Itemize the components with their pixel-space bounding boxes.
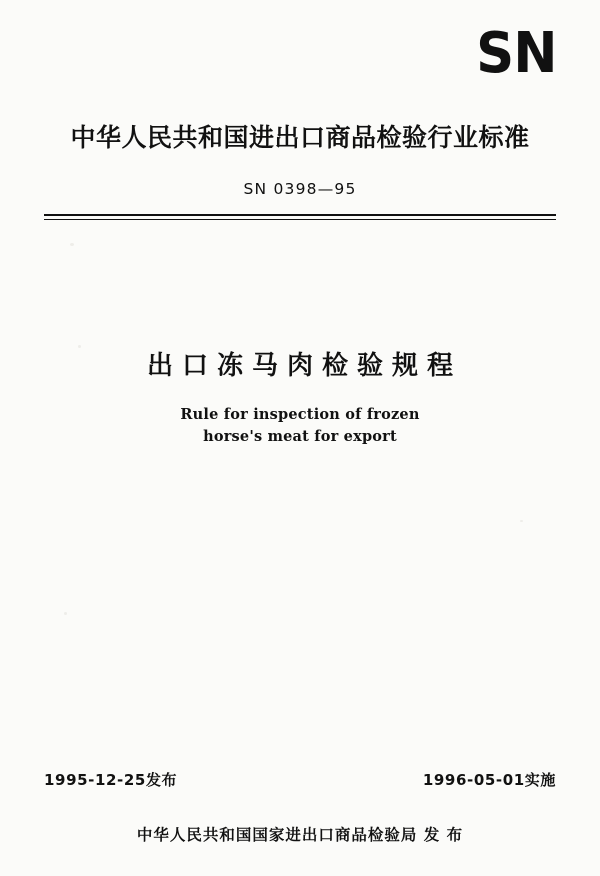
dates-row bbox=[44, 769, 556, 790]
paper-speck bbox=[64, 612, 67, 615]
effective-date: 1996-05-01实施 bbox=[422, 771, 556, 789]
divider-rule-thin bbox=[44, 219, 556, 220]
issue-date: 1995-12-25发布 bbox=[44, 771, 178, 789]
document-title-english-line2: horse's meat for export bbox=[203, 428, 397, 446]
document-title-english bbox=[0, 404, 600, 449]
divider-rule-thick bbox=[44, 214, 556, 216]
paper-speck bbox=[520, 520, 523, 522]
document-title-chinese: 出口冻马肉检验规程 bbox=[146, 351, 462, 381]
sn-logo: SN bbox=[475, 21, 556, 86]
paper-speck bbox=[70, 243, 74, 246]
standard-number: SN 0398—95 bbox=[243, 180, 357, 198]
publisher-line: 中华人民共和国国家进出口商品检验局 发 布 bbox=[136, 826, 464, 844]
document-title-english-line1: Rule for inspection of frozen bbox=[180, 406, 420, 423]
organization-title: 中华人民共和国进出口商品检验行业标准 bbox=[70, 123, 530, 152]
